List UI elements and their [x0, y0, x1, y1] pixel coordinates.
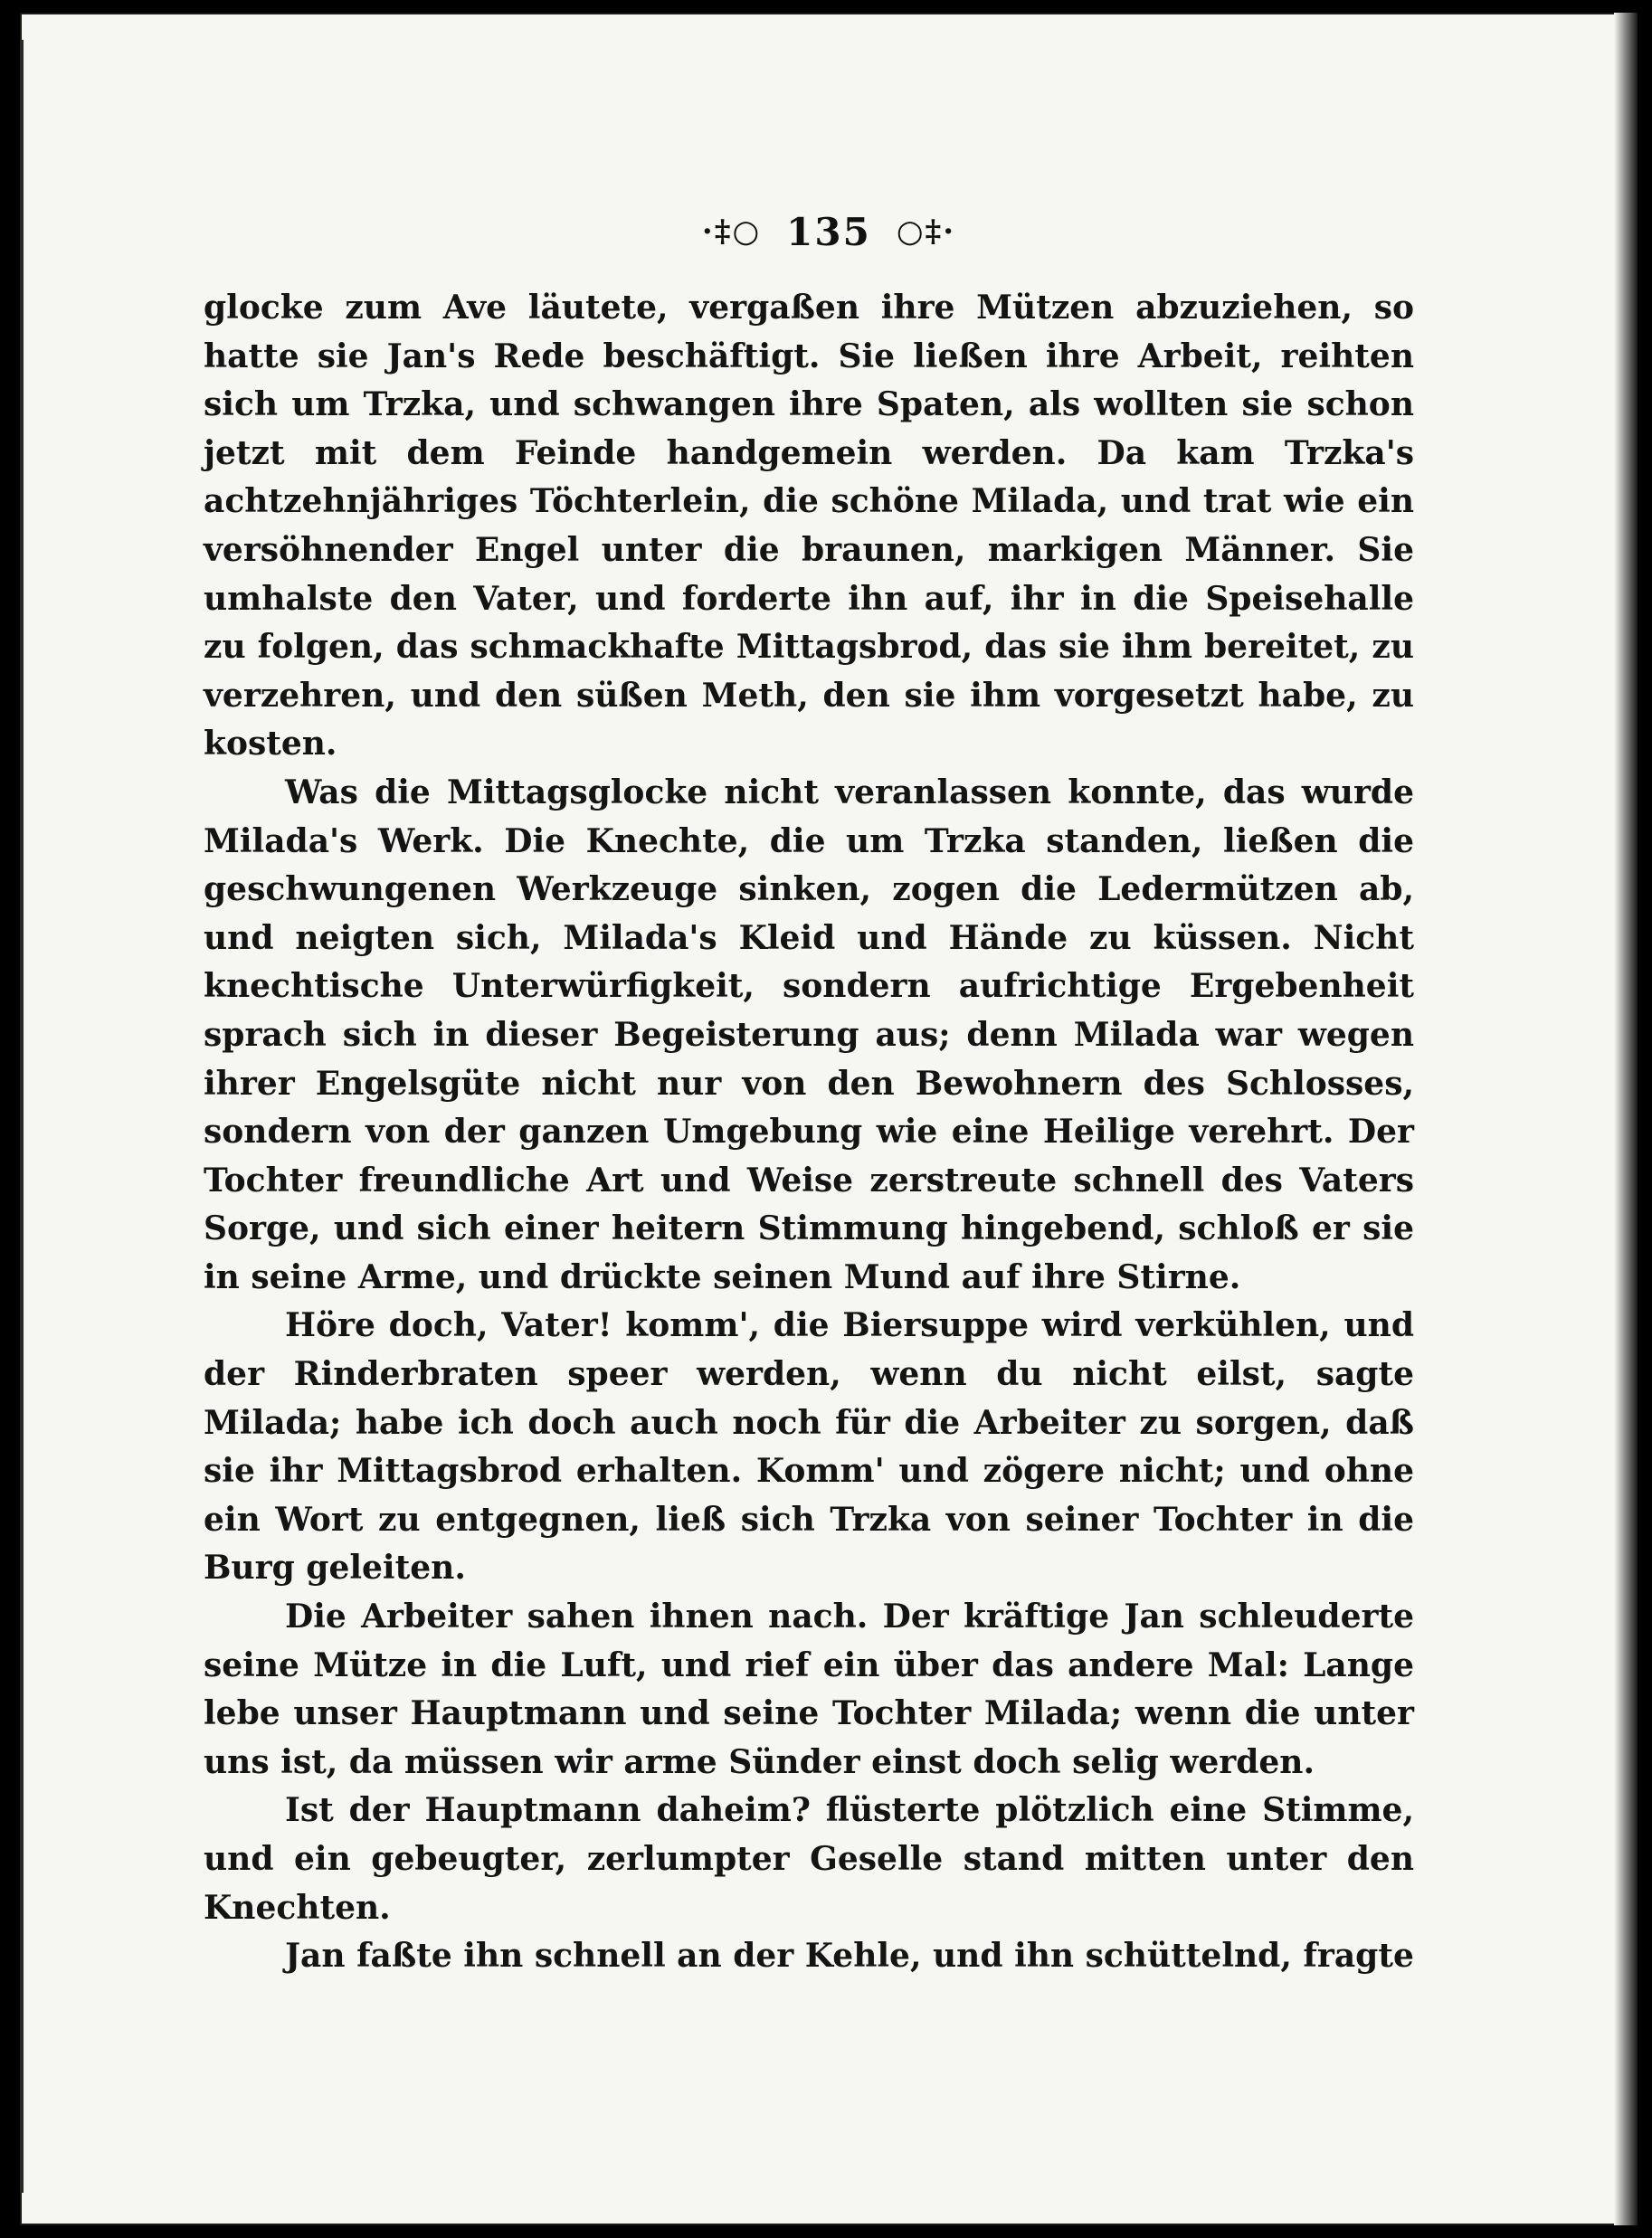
ornament-left-icon: ·‡○ [701, 213, 762, 250]
paragraph-4: Die Arbeiter sahen ihnen nach. Der kräftige Jan schleuderte seine Mütze in die Luft, und rief ein über das andere Mal: Lange lebe unser Hauptmann und seine Tochter Milada; wenn die unter uns ist, da müssen wir arme Sünder einst doch selig werden. [204, 1598, 1414, 1781]
paragraph-1: glocke zum Ave läutete, vergaßen ihre Mützen abzuziehen, so hatte sie Jan's Rede beschäftigt. Sie ließen ihre Arbeit, reihten sich um Trzka, und schwangen ihre Spaten, als wollten sie schon jetzt mit dem Feinde handgemein werden. Da kam Trzka's achtzehnjähriges Töchterlein, die schöne Milada, und trat wie ein versöhnender Engel unter die braunen, markigen Männer. Sie umhalste den Vater, und forderte ihn auf, ihr in die Speisehalle zu folgen, das schmackhafte Mittagsbrod, das sie ihm bereitet, zu verzehren, und den süßen Meth, den sie ihm vorgesetzt habe, zu kosten. [204, 289, 1414, 763]
page-number: 135 [786, 209, 871, 254]
page-header [20, 204, 1638, 259]
paragraph-6: Jan faßte ihn schnell an der Kehle, und ihn schüttelnd, fragte [285, 1937, 1414, 1976]
paragraph-3: Höre doch, Vater! komm', die Biersuppe wird verkühlen, und der Rinderbraten speer werden, wenn du nicht eilst, sagte Milada; habe ich doch auch noch für die Arbeiter zu sorgen, daß sie ihr Mittagsbrod erhalten. Komm' und zögere nicht; und ohne ein Wort zu entgegnen, ließ sich Trzka von seiner Tochter in die Burg geleiten. [204, 1306, 1414, 1588]
book-page [20, 13, 1638, 2225]
paragraph-2: Was die Mittagsglocke nicht veranlassen konnte, das wurde Milada's Werk. Die Knechte, die um Trzka standen, ließen die geschwungenen Werkzeuge sinken, zogen die Ledermützen ab, und neigten sich, Milada's Kleid und Hände zu küssen. Nicht knechtische Unterwürfigkeit, sondern aufrichtige Ergebenheit sprach sich in dieser Begeisterung aus; denn Milada war wegen ihrer Engelsgüte nicht nur von den Bewohnern des Schlosses, sondern von der ganzen Umgebung wie eine Heilige verehrt. Der Tochter freundliche Art und Weise zerstreute schnell des Vaters Sorge, und sich einer heitern Stimmung hingebend, schloß er sie in seine Arme, und drückte seinen Mund auf ihre Stirne. [204, 773, 1414, 1296]
scan-edge-right [1614, 13, 1638, 2225]
body-text [204, 284, 1414, 1981]
paragraph-5: Ist der Hauptmann daheim? flüsterte plötzlich eine Stimme, und ein gebeugter, zerlumpter Geselle stand mitten unter den Knechten. [204, 1791, 1414, 1927]
scan-edge-left [20, 40, 24, 2193]
ornament-right-icon: ○‡· [896, 213, 956, 250]
